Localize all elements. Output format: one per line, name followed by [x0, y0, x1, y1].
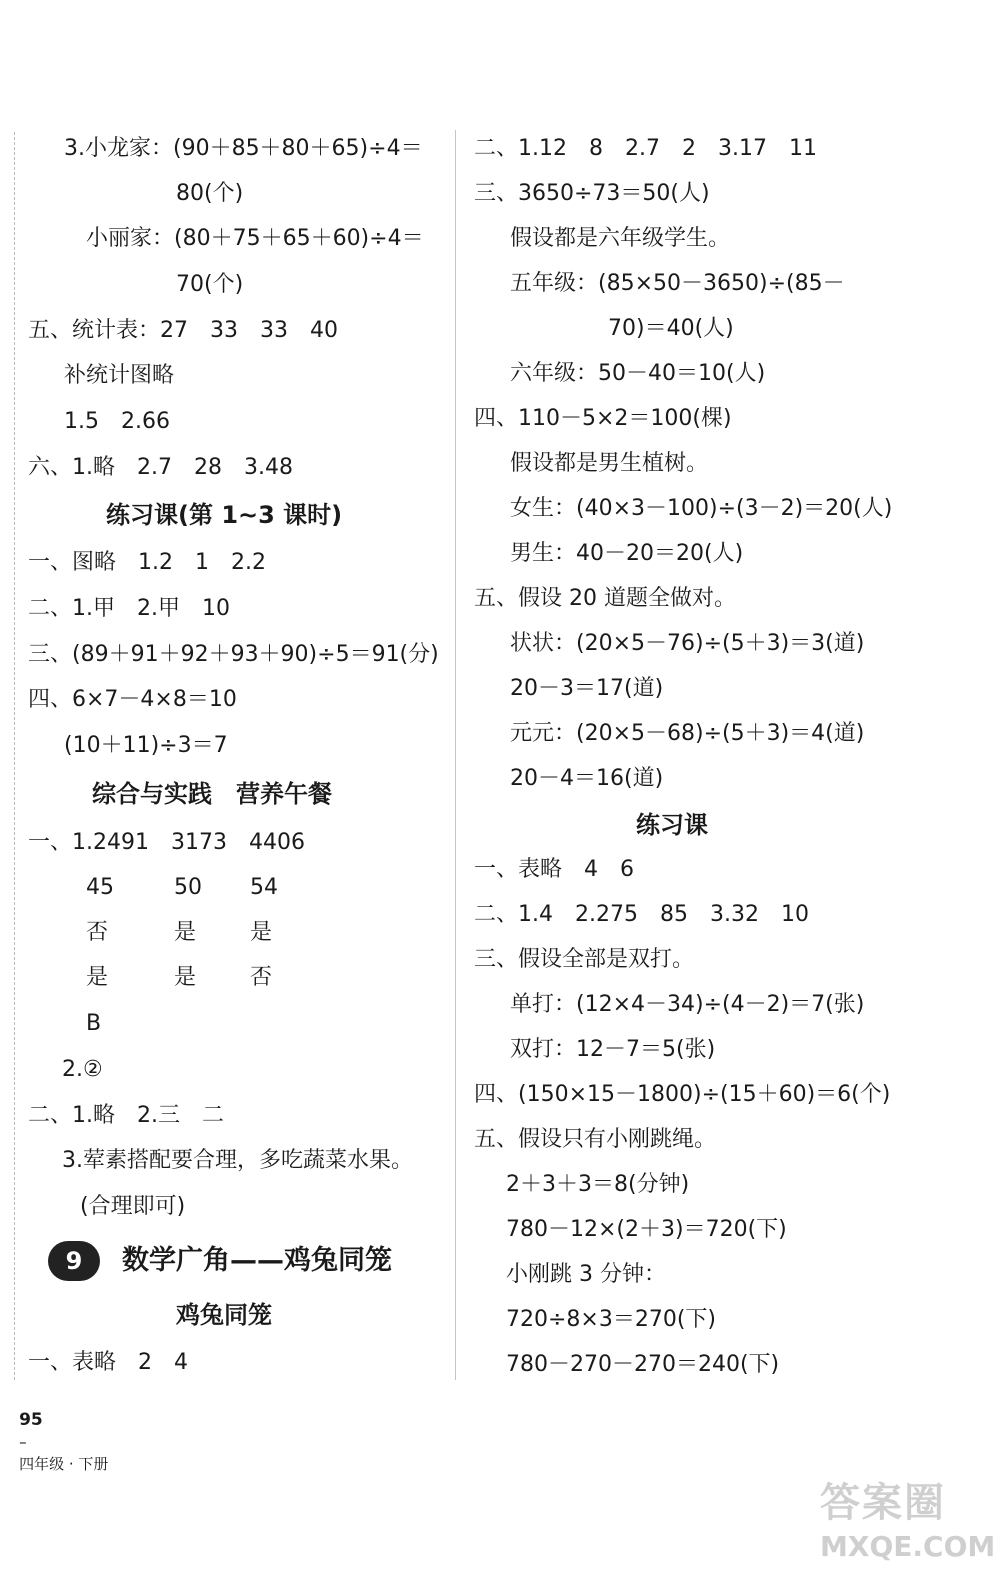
answer-line: 双打：12－7＝5(张) [510, 1037, 716, 1062]
answer-line: (10＋11)÷3＝7 [64, 733, 228, 758]
answer-line: 五、假设 20 道题全做对。 [474, 586, 736, 611]
answer-line: 三、假设全部是双打。 [474, 947, 695, 972]
page-number: 95 [19, 1410, 43, 1430]
answer-line: 三、(89＋91＋92＋93＋90)÷5＝91(分) [28, 642, 439, 667]
section-heading: 练习课 [636, 811, 708, 839]
answer-line: 四、(150×15－1800)÷(15＋60)＝6(个) [474, 1082, 891, 1107]
answer-line: 一、1.2491 3173 4406 [28, 830, 305, 855]
footer-dash: – [19, 1433, 27, 1451]
answer-line: B [86, 1011, 102, 1036]
answer-line: 男生：40－20＝20(人) [510, 541, 744, 566]
answer-line: (合理即可) [80, 1194, 186, 1219]
answer-line: 2＋3＋3＝8(分钟) [506, 1172, 690, 1197]
column-divider [455, 130, 456, 1380]
table-cell: 50 [174, 875, 202, 900]
answer-line: 五、统计表：27 33 33 40 [28, 318, 338, 343]
answer-line: 单打：(12×4－34)÷(4－2)＝7(张) [510, 992, 865, 1017]
answer-line: 小丽家：(80＋75＋65＋60)÷4＝ [86, 226, 424, 251]
answer-line: 720÷8×3＝270(下) [506, 1307, 717, 1332]
answer-line: 20－3＝17(道) [510, 676, 664, 701]
answer-line: 70)＝40(人) [608, 316, 734, 341]
answer-line: 元元：(20×5－68)÷(5＋3)＝4(道) [510, 721, 865, 746]
answer-line: 3.荤素搭配要合理，多吃蔬菜水果。 [62, 1148, 413, 1173]
answer-line: 二、1.略 2.三 二 [28, 1103, 224, 1128]
table-cell: 是 [86, 965, 109, 990]
answer-line: 780－12×(2＋3)＝720(下) [506, 1217, 787, 1242]
answer-line: 女生：(40×3－100)÷(3－2)＝20(人) [510, 496, 893, 521]
table-cell: 54 [250, 875, 278, 900]
answer-line: 五、假设只有小刚跳绳。 [474, 1127, 717, 1152]
answer-line: 六、1.略 2.7 28 3.48 [28, 455, 293, 480]
page-footer [0, 1387, 108, 1497]
answer-line: 假设都是六年级学生。 [510, 226, 731, 251]
answer-line: 一、表略 4 6 [474, 857, 634, 882]
answer-line: 状状：(20×5－76)÷(5＋3)＝3(道) [510, 631, 865, 656]
table-cell: 否 [250, 965, 273, 990]
answer-line: 一、表略 2 4 [28, 1350, 188, 1375]
answer-line: 一、图略 1.2 1 2.2 [28, 550, 266, 575]
watermark [820, 1478, 996, 1570]
table-cell: 是 [174, 965, 197, 990]
chapter-title: 数学广角——鸡兔同笼 [122, 1245, 392, 1276]
table-cell: 是 [174, 920, 197, 945]
answer-line: 1.5 2.66 [64, 409, 170, 434]
chapter-number-badge: 9 [48, 1241, 100, 1281]
answer-line: 二、1.12 8 2.7 2 3.17 11 [474, 136, 817, 161]
table-cell: 45 [86, 875, 114, 900]
answer-line: 小刚跳 3 分钟： [506, 1262, 666, 1287]
answer-line: 780－270－270＝240(下) [506, 1352, 780, 1377]
answer-line: 20－4＝16(道) [510, 766, 664, 791]
section-heading: 鸡兔同笼 [176, 1301, 272, 1329]
answer-line: 80(个) [176, 181, 244, 206]
section-heading: 综合与实践 营养午餐 [92, 780, 332, 808]
watermark-url: MXQE.COM [820, 1530, 996, 1563]
answer-line: 二、1.4 2.275 85 3.32 10 [474, 902, 809, 927]
table-cell: 是 [250, 920, 273, 945]
answer-line: 假设都是男生植树。 [510, 451, 709, 476]
answer-line: 2.② [62, 1057, 103, 1082]
answer-line: 四、6×7－4×8＝10 [28, 687, 237, 712]
answer-line: 补统计图略 [64, 363, 175, 388]
answer-line: 四、110－5×2＝100(棵) [474, 406, 732, 431]
grade-label: 四年级 · 下册 [19, 1455, 109, 1473]
watermark-logo: 答案圈 [820, 1480, 946, 1526]
answer-line: 二、1.甲 2.甲 10 [28, 596, 230, 621]
answer-line: 五年级：(85×50－3650)÷(85－ [510, 271, 845, 296]
section-heading: 练习课(第 1~3 课时) [106, 501, 343, 529]
answer-line: 70(个) [176, 272, 244, 297]
answer-line: 3.小龙家：(90＋85＋80＋65)÷4＝ [64, 136, 423, 161]
left-margin-line [14, 132, 15, 1380]
answer-line: 三、3650÷73＝50(人) [474, 181, 710, 206]
answer-line: 六年级：50－40＝10(人) [510, 361, 766, 386]
table-cell: 否 [86, 920, 109, 945]
